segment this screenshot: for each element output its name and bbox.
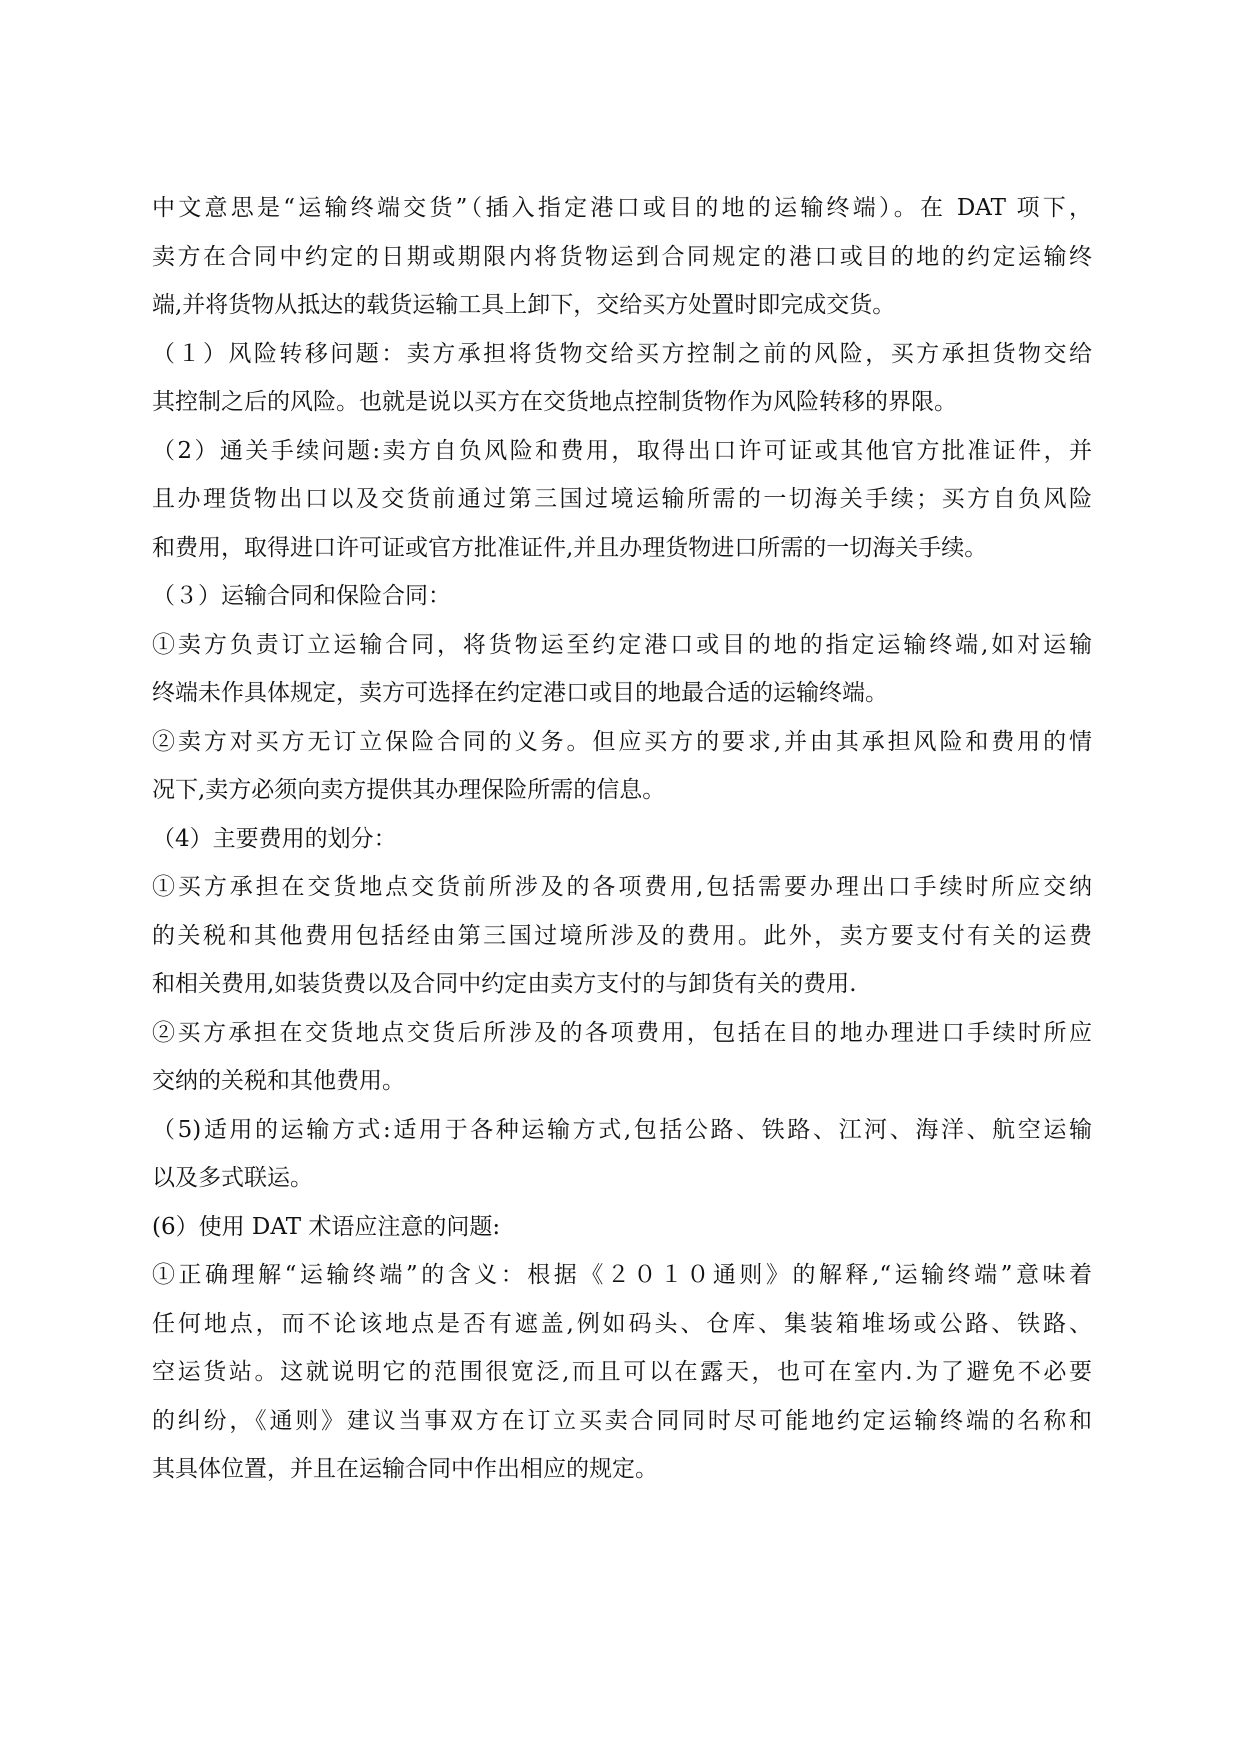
text-line: 终端未作具体规定，卖方可选择在约定港口或目的地最合适的运输终端。	[152, 680, 888, 706]
text-line: 况下,卖方必须向卖方提供其办理保险所需的信息。	[152, 777, 666, 803]
text-line: ①卖方负责订立运输合同，将货物运至约定港口或目的地的指定运输终端,如对运输	[152, 631, 1092, 658]
text-line: ①正确理解“运输终端”的含义：根据《２０１０通则》的解释,“运输终端”意味着	[152, 1262, 1092, 1288]
text-line: 空运货站。这就说明它的范围很宽泛,而且可以在露天，也可在室内.为了避免不必要	[152, 1359, 1092, 1385]
text-line: ①买方承担在交货地点交货前所涉及的各项费用,包括需要办理出口手续时所应交纳	[152, 874, 1092, 900]
text-line: 和相关费用,如装货费以及合同中约定由卖方支付的与卸货有关的费用.	[152, 971, 857, 997]
text-line: 的关税和其他费用包括经由第三国过境所涉及的费用。此外，卖方要支付有关的运费	[152, 922, 1092, 949]
text-line: ②卖方对买方无订立保险合同的义务。但应买方的要求,并由其承担风险和费用的情	[152, 728, 1092, 755]
document-body	[152, 184, 1092, 1494]
text-line: ②买方承担在交货地点交货后所涉及的各项费用，包括在目的地办理进口手续时所应	[152, 1019, 1092, 1046]
text-line: (6）使用 DAT 术语应注意的问题:	[152, 1213, 501, 1240]
text-line: 且办理货物出口以及交货前通过第三国过境运输所需的一切海关手续；买方自负风险	[152, 486, 1092, 512]
text-line: （4）主要费用的划分：	[152, 825, 397, 852]
text-line: 其控制之后的风险。也就是说以买方在交货地点控制货物作为风险转移的界限。	[152, 389, 957, 415]
text-line: 任何地点，而不论该地点是否有遮盖,例如码头、仓库、集装箱堆场或公路、铁路、	[152, 1310, 1092, 1337]
text-line: 和费用，取得进口许可证或官方批准证件,并且办理货物进口所需的一切海关手续。	[152, 534, 988, 561]
text-line: （３）运输合同和保险合同：	[152, 583, 451, 609]
text-line: （2）通关手续问题:卖方自负风险和费用，取得出口许可证或其他官方批准证件，并	[152, 437, 1092, 464]
text-line: 以及多式联运。	[152, 1165, 313, 1191]
text-line: 端,并将货物从抵达的载货运输工具上卸下，交给买方处置时即完成交货。	[152, 292, 896, 318]
text-line: 交纳的关税和其他费用。	[152, 1068, 405, 1094]
text-line: （１）风险转移问题：卖方承担将货物交给买方控制之前的风险，买方承担货物交给	[152, 340, 1092, 367]
text-line: 的纠纷，《通则》建议当事双方在订立买卖合同同时尽可能地约定运输终端的名称和	[152, 1407, 1092, 1434]
text-line: 中文意思是“运输终端交货”（插入指定港口或目的地的运输终端）。在 DAT 项下，	[152, 195, 1092, 221]
text-line: 卖方在合同中约定的日期或期限内将货物运到合同规定的港口或目的地的约定运输终	[152, 243, 1092, 270]
text-line: （5)适用的运输方式:适用于各种运输方式,包括公路、铁路、江河、海洋、航空运输	[152, 1116, 1092, 1143]
text-line: 其具体位置，并且在运输合同中作出相应的规定。	[152, 1456, 658, 1482]
